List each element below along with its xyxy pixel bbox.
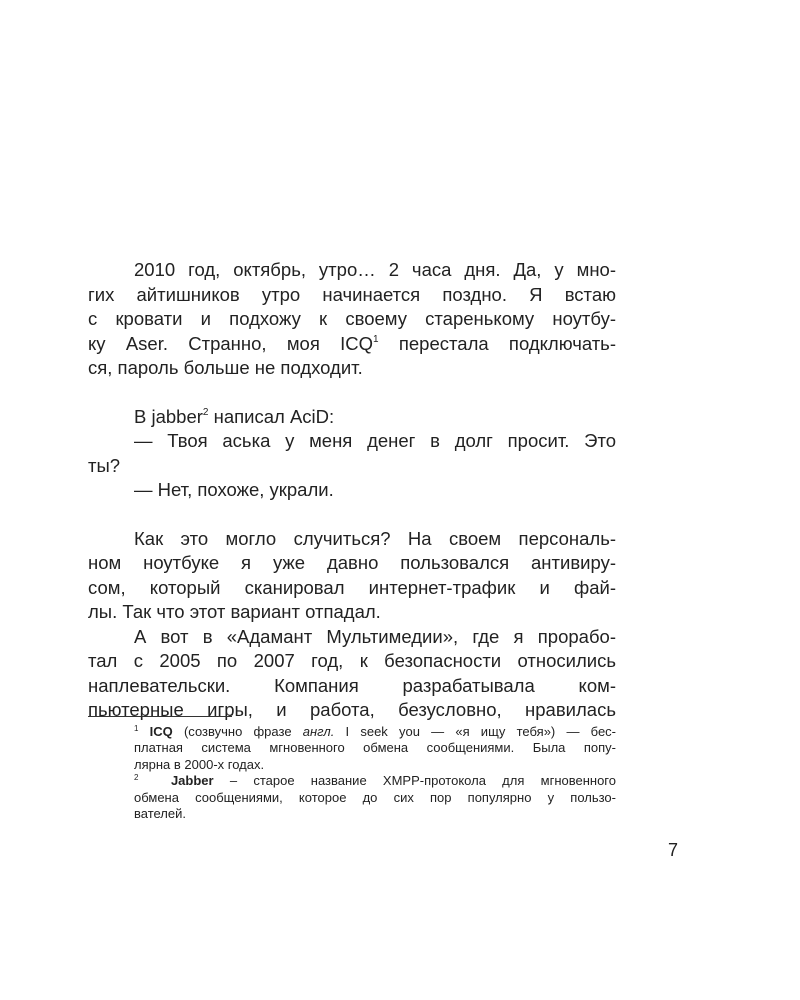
footnote-ref-2[interactable]: 2	[202, 406, 209, 418]
text-line: с кровати и подхожу к своему старенькому ноутбу-	[88, 308, 616, 329]
text-line: ся, пароль больше не подходит.	[88, 357, 363, 378]
dialog-line: — Нет, похоже, украли.	[134, 479, 334, 500]
footnote-term: ICQ	[149, 724, 173, 739]
paragraph-4	[88, 625, 616, 723]
footnote-line: платная система мгновенного обмена сообщениями. Была попу-	[134, 740, 616, 756]
text-line: пьютерные игры, и работа, безусловно, нравилась	[88, 699, 616, 720]
page-number: 7	[668, 840, 679, 860]
footnote-ref-1[interactable]: 1	[373, 333, 379, 345]
footnote-line: вателей.	[134, 806, 186, 822]
main-text	[88, 258, 616, 723]
footnote-line: лярна в 2000-х годах.	[134, 756, 265, 772]
text-line: лы. Так что этот вариант отпадал.	[88, 601, 381, 622]
footnote-line: обмена сообщениями, которое до сих пор популярно у пользо-	[134, 789, 616, 805]
text-line: Как это могло случиться? На своем персональ-	[134, 527, 616, 549]
footnote-1	[134, 724, 616, 773]
footnote-divider	[88, 716, 232, 717]
footnote-line: $^2$ Jabber – старое название XMPP-протокола для мгновенного	[134, 773, 616, 789]
text-line: ном ноутбуке я уже давно пользовался антивиру-	[88, 552, 616, 573]
footnote-2	[134, 773, 616, 822]
footnote-marker: 2	[134, 773, 139, 783]
footnote-line: $^1$ ICQ (созвучно фразе англ. I seek you — «я ищу тебя») — бес-	[134, 724, 617, 739]
paragraph-2	[88, 405, 616, 503]
text-line: А вот в «Адамант Мультимедии», где я прорабо-	[134, 625, 616, 647]
footnote-term: Jabber	[170, 773, 214, 789]
paragraph-3	[88, 527, 616, 625]
text-line: 2010 год, октябрь, утро… 2 часа дня. Да, у мно-	[134, 259, 616, 280]
text-line: ку Aser. Странно, моя ICQ$^1$ перестала подключать-	[88, 332, 616, 354]
text-line: гих айтишников утро начинается поздно. Я встаю	[88, 283, 616, 305]
dialog-line: ты?	[88, 454, 121, 476]
paragraph-1	[88, 258, 616, 381]
footnotes	[134, 724, 616, 822]
text-line: наплевательски. Компания разрабатывала ком-	[88, 674, 616, 696]
text-line: В jabber$^2$ написал AciD:	[134, 405, 335, 427]
footnote-marker: 1	[134, 724, 139, 733]
dialog-line: — Твоя аська у меня денег в долг просит. Это	[134, 430, 616, 451]
text-line: сом, который сканировал интернет-трафик и фай-	[88, 576, 616, 598]
text-line: тал с 2005 по 2007 год, к безопасности относились	[88, 650, 616, 671]
